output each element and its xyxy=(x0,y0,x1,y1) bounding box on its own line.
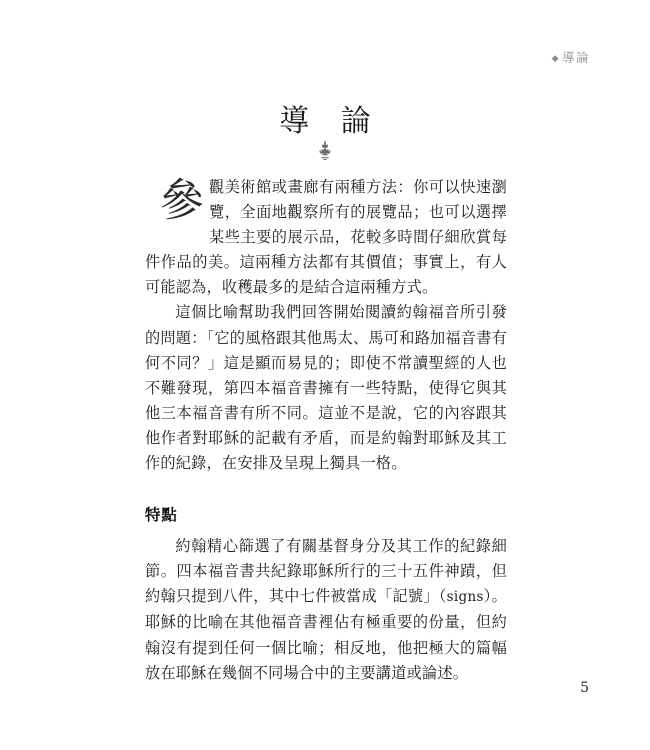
paragraph-2: 這個比喻幫助我們回答開始閱讀約翰福音所引發的問題：「它的風格跟其他馬太、馬可和路加福音書有何不同？」這是顯而易見的；即使不常讀聖經的人也不難發現，第四本福音書擁有一些特點，使得它與其他三本福音書有所不同。這並不是說，它的內容跟其他作者對耶穌的記載有矛盾，而是約翰對耶穌及其工作的紀錄，在安排及呈現上獨具一格。 xyxy=(145,303,507,473)
diamond-icon: ◆ xyxy=(551,53,560,64)
paragraph-3-latin-term: signs xyxy=(446,589,484,606)
paragraph-3 xyxy=(145,534,507,686)
paragraph-1-text: 觀美術館或畫廊有兩種方法：你可以快速瀏覽，全面地觀察所有的展覽品；也可以選擇某些主要的展示品，花較多時間仔細欣賞每件作品的美。這兩種方法都有其價值；事實上，有人可能認為，收穫最多的是結合這兩種方式。 xyxy=(145,178,507,297)
section-heading: 特點 xyxy=(145,506,178,525)
paragraph-3-text-part-1: 約翰精心篩選了有關基督身分及其工作的紀錄細節。四本福音書共紀錄耶穌所行的三十五件神蹟，但約翰只提到八件，其中七件被當成「記號」（ xyxy=(145,537,507,606)
paragraph-1 xyxy=(145,175,507,300)
fleur-de-lis-ornament xyxy=(0,136,650,162)
body-content xyxy=(145,175,507,686)
paragraph-3-text-part-2: ）。耶穌的比喻在其他福音書裡佔有極重要的份量，但約翰沒有提到任何一個比喻；相反地，他把極大的篇幅放在耶穌在幾個不同場合中的主要講道或論述。 xyxy=(145,587,507,682)
page-title: 導 論 xyxy=(279,104,382,139)
running-head-text: 導論 xyxy=(561,50,590,65)
running-head xyxy=(0,48,590,66)
page-number: 5 xyxy=(580,680,589,696)
drop-cap: 參 xyxy=(159,177,205,226)
